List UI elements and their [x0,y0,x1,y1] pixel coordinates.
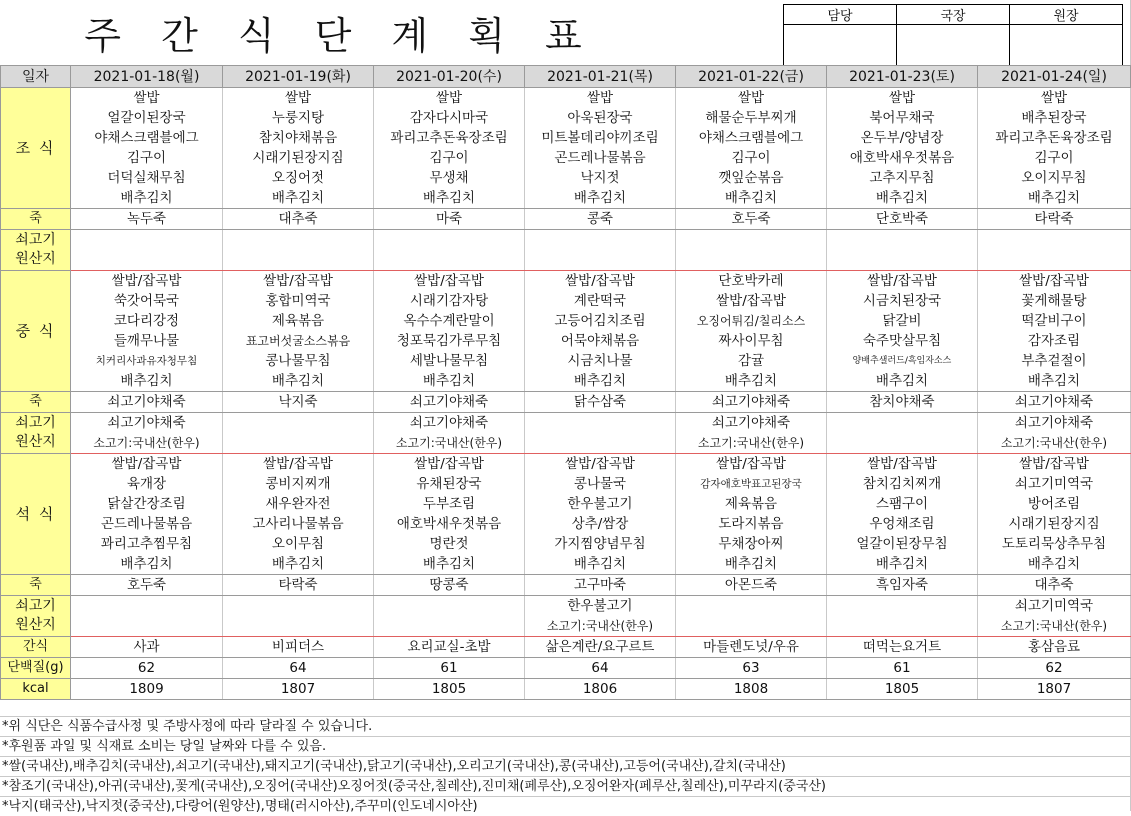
lunch-row [1,351,1131,371]
menu-item: 쌀밥 [71,88,223,109]
menu-item: 배추김치 [71,554,223,575]
lunch-row [1,271,1131,292]
protein-value: 62 [978,658,1131,679]
protein-value: 61 [827,658,978,679]
menu-item: 배추김치 [827,371,978,392]
dinner-row [1,474,1131,494]
menu-item: 상추/쌈장 [525,514,676,534]
menu-item: 쌀밥/잡곡밥 [676,291,827,311]
snack-row [1,637,1131,658]
menu-item: 배추김치 [827,188,978,209]
menu-item: 배추김치 [978,554,1131,575]
menu-item: 애호박새우젓볶음 [827,148,978,168]
protein-row [1,658,1131,679]
origin-label: 원산지 [15,617,56,633]
dinner-row [1,494,1131,514]
porridge-item: 호두죽 [676,209,827,230]
beef-dish: 쇠고기야채죽 [374,413,525,434]
menu-item: 쌀밥 [827,88,978,109]
menu-item: 콩비지찌개 [223,474,374,494]
snack-item: 홍삼음료 [978,637,1131,658]
dinner-row [1,554,1131,575]
note-line: *쌀(국내산),배추김치(국내산),쇠고기(국내산),돼지고기(국내산),닭고기(국내산),오리고기(국내산),콩(국내산),고등어(국내산),갈치(국내산) [0,756,1131,776]
menu-item: 더덕실채무침 [71,168,223,188]
note-line: *참조기(국내산),아귀(국내산),꽃게(국내산),오징어(국내산)오징어젓(중국산,칠레산),진미채(페루산),오징어완자(페루산,칠레산),미꾸라지(중국산) [0,776,1131,796]
menu-item: 한우불고기 [525,494,676,514]
menu-item: 쌀밥/잡곡밥 [978,271,1131,292]
menu-item: 도토리묵상추무침 [978,534,1131,554]
menu-item: 곤드레나물볶음 [525,148,676,168]
dinner-porridge-row [1,575,1131,596]
beef-dish [676,230,827,251]
porridge-item: 쇠고기야채죽 [676,392,827,413]
menu-item: 오징어젓 [223,168,374,188]
menu-item: 배추김치 [71,188,223,209]
menu-item: 미트볼데리야끼조림 [525,128,676,148]
menu-item: 도라지볶음 [676,514,827,534]
dinner-origin-row [1,616,1131,637]
menu-item: 김구이 [71,148,223,168]
breakfast-row [1,148,1131,168]
menu-item: 쌀밥 [525,88,676,109]
porridge-item: 콩죽 [525,209,676,230]
approval-label-3: 원장 [1010,5,1123,25]
dinner-label: 석 식 [1,454,71,575]
menu-item: 쌀밥 [374,88,525,109]
beef-dish [978,230,1131,251]
menu-item: 유채된장국 [374,474,525,494]
protein-value: 62 [71,658,223,679]
breakfast-row [1,188,1131,209]
protein-value: 63 [676,658,827,679]
menu-item: 쌀밥/잡곡밥 [676,454,827,475]
kcal-value: 1805 [374,679,525,700]
kcal-value: 1805 [827,679,978,700]
beef-dish [71,230,223,251]
beef-dish [827,230,978,251]
menu-item: 세발나물무침 [374,351,525,371]
origin-text: 소고기:국내산(한우) [978,616,1131,637]
porridge-item: 낙지죽 [223,392,374,413]
beef-label: 쇠고기 [15,598,56,614]
menu-item: 감자다시마국 [374,108,525,128]
menu-item: 오이무침 [223,534,374,554]
origin-text [978,250,1131,271]
origin-text [374,250,525,271]
breakfast-row [1,108,1131,128]
origin-text [71,250,223,271]
origin-text [71,616,223,637]
porridge-label: 죽 [1,392,71,413]
menu-item: 홍합미역국 [223,291,374,311]
kcal-value: 1809 [71,679,223,700]
porridge-item: 타락죽 [978,209,1131,230]
menu-item: 고추지무침 [827,168,978,188]
porridge-item: 쇠고기야채죽 [374,392,525,413]
menu-item: 부추겉절이 [978,351,1131,371]
menu-item: 깻잎순볶음 [676,168,827,188]
menu-item: 시금치된장국 [827,291,978,311]
beef-dish [676,596,827,617]
menu-item: 시래기된장지짐 [978,514,1131,534]
menu-item: 배추김치 [676,371,827,392]
menu-item: 오징어튀김/칠리소스 [676,311,827,331]
approval-label-1: 담당 [784,5,897,25]
menu-item: 배추김치 [525,188,676,209]
snack-item: 삶은계란/요구르트 [525,637,676,658]
menu-item: 배추김치 [676,188,827,209]
dinner-row [1,514,1131,534]
menu-item: 스팸구이 [827,494,978,514]
lunch-row [1,371,1131,392]
beef-label: 쇠고기 [15,232,56,248]
menu-item: 꽃게해물탕 [978,291,1131,311]
menu-item: 배추김치 [223,188,374,209]
menu-item: 새우완자전 [223,494,374,514]
menu-item: 김구이 [978,148,1131,168]
menu-item: 쌀밥/잡곡밥 [525,271,676,292]
menu-item: 들깨무나물 [71,331,223,351]
beef-dish: 쇠고기야채죽 [978,413,1131,434]
snack-item: 사과 [71,637,223,658]
menu-item: 낙지젓 [525,168,676,188]
menu-item: 꽈리고추돈육장조림 [978,128,1131,148]
menu-item: 배추김치 [525,371,676,392]
kcal-value: 1807 [978,679,1131,700]
porridge-item: 참치야채죽 [827,392,978,413]
menu-item: 시래기된장지짐 [223,148,374,168]
date-header-cell: 2021-01-22(금) [676,66,827,88]
beef-dish [223,413,374,434]
menu-item: 쌀밥/잡곡밥 [223,454,374,475]
menu-item: 방어조림 [978,494,1131,514]
menu-item: 배추김치 [223,554,374,575]
menu-item: 얼갈이된장무침 [827,534,978,554]
origin-text [223,433,374,454]
beef-dish [71,596,223,617]
beef-dish: 쇠고기야채죽 [676,413,827,434]
origin-text [827,616,978,637]
snack-item: 비피더스 [223,637,374,658]
menu-item: 쌀밥/잡곡밥 [223,271,374,292]
origin-text: 소고기:국내산(한우) [374,433,525,454]
menu-item: 떡갈비구이 [978,311,1131,331]
menu-item: 아욱된장국 [525,108,676,128]
origin-text [676,616,827,637]
dinner-beef-row [1,596,1131,617]
beef-dish: 한우불고기 [525,596,676,617]
note-line: *후원품 과일 및 식재료 소비는 당일 날짜와 다를 수 있음. [0,736,1131,756]
menu-item: 배추김치 [223,371,374,392]
menu-item: 누룽지탕 [223,108,374,128]
porridge-item: 마죽 [374,209,525,230]
porridge-label: 죽 [1,209,71,230]
date-header-cell: 2021-01-24(일) [978,66,1131,88]
porridge-item: 흑임자죽 [827,575,978,596]
menu-item: 쌀밥/잡곡밥 [374,454,525,475]
note-line: *위 식단은 식품수급사정 및 주방사정에 따라 달라질 수 있습니다. [0,716,1131,736]
beef-dish [525,413,676,434]
menu-item: 고사리나물볶음 [223,514,374,534]
breakfast-row [1,128,1131,148]
menu-item: 닭갈비 [827,311,978,331]
origin-text [525,250,676,271]
menu-item: 온두부/양념장 [827,128,978,148]
date-label: 일자 [1,66,71,88]
menu-item: 시금치나물 [525,351,676,371]
approval-label-2: 국장 [897,5,1010,25]
menu-item: 쌀밥/잡곡밥 [374,271,525,292]
menu-item: 배추김치 [374,554,525,575]
beef-dish [525,230,676,251]
kcal-row [1,679,1131,700]
menu-item: 계란떡국 [525,291,676,311]
origin-text [374,616,525,637]
porridge-item: 녹두죽 [71,209,223,230]
lunch-row [1,311,1131,331]
menu-item: 무생채 [374,168,525,188]
menu-item: 배추김치 [71,371,223,392]
porridge-item: 타락죽 [223,575,374,596]
breakfast-row [1,168,1131,188]
menu-item: 쑥갓어묵국 [71,291,223,311]
snack-item: 마들렌도넛/우유 [676,637,827,658]
lunch-beef-row [1,413,1131,434]
menu-item: 코다리강정 [71,311,223,331]
menu-item: 어묵야채볶음 [525,331,676,351]
date-header-cell: 2021-01-23(토) [827,66,978,88]
protein-value: 64 [223,658,374,679]
menu-item: 명란젓 [374,534,525,554]
beef-dish [827,596,978,617]
menu-item: 쌀밥 [978,88,1131,109]
menu-item: 김구이 [374,148,525,168]
origin-text: 소고기:국내산(한우) [676,433,827,454]
approval-sign-1[interactable] [784,25,897,66]
menu-item: 곤드레나물볶음 [71,514,223,534]
menu-item: 콩나물국 [525,474,676,494]
snack-item: 요리교실-초밥 [374,637,525,658]
kcal-value: 1808 [676,679,827,700]
menu-item: 우엉채조림 [827,514,978,534]
menu-item: 얼갈이된장국 [71,108,223,128]
menu-item: 제육볶음 [223,311,374,331]
lunch-row [1,291,1131,311]
menu-item: 콩나물무침 [223,351,374,371]
beef-dish: 쇠고기야채죽 [71,413,223,434]
lunch-porridge-row [1,392,1131,413]
beef-dish [223,596,374,617]
menu-item: 쌀밥/잡곡밥 [978,454,1131,475]
beef-dish [374,596,525,617]
menu-item: 표고버섯굴소스볶음 [223,331,374,351]
menu-item: 쇠고기미역국 [978,474,1131,494]
menu-item: 배추김치 [676,554,827,575]
origin-text [525,433,676,454]
menu-item: 옥수수계란말이 [374,311,525,331]
date-header-cell: 2021-01-20(수) [374,66,525,88]
menu-item: 배추김치 [827,554,978,575]
protein-value: 64 [525,658,676,679]
menu-item: 야채스크램블에그 [676,128,827,148]
porridge-item: 쇠고기야채죽 [978,392,1131,413]
origin-label: 원산지 [15,434,56,450]
note-line: *낙지(태국산),낙지젓(중국산),다랑어(원양산),명태(러시아산),주꾸미(인도네시아산) [0,796,1131,816]
menu-item: 청포묵김가루무침 [374,331,525,351]
kcal-value: 1806 [525,679,676,700]
menu-item: 배추김치 [525,554,676,575]
menu-item: 제육볶음 [676,494,827,514]
beef-origin-label [1,413,71,454]
menu-item: 꽈리고추찜무침 [71,534,223,554]
date-header-row [1,66,1131,88]
origin-text [223,616,374,637]
beef-origin-label [1,230,71,271]
menu-item: 무채장아찌 [676,534,827,554]
menu-item: 쌀밥 [676,88,827,109]
snack-item: 떠먹는요거트 [827,637,978,658]
porridge-label: 죽 [1,575,71,596]
breakfast-porridge-row [1,209,1131,230]
kcal-value: 1807 [223,679,374,700]
dinner-row [1,534,1131,554]
date-header-cell: 2021-01-18(월) [71,66,223,88]
origin-text: 소고기:국내산(한우) [978,433,1131,454]
breakfast-row [1,88,1131,109]
origin-label: 원산지 [15,251,56,267]
menu-item: 배추김치 [374,371,525,392]
porridge-item: 아몬드죽 [676,575,827,596]
porridge-item: 쇠고기야채죽 [71,392,223,413]
lunch-label: 중 식 [1,271,71,392]
approval-sign-2[interactable] [897,25,1010,66]
date-header-cell: 2021-01-21(목) [525,66,676,88]
porridge-item: 대추죽 [223,209,374,230]
menu-item: 치커리사과유자청무침 [71,351,223,371]
menu-item: 쌀밥/잡곡밥 [71,271,223,292]
menu-item: 감자애호박표고된장국 [676,474,827,494]
menu-item: 애호박새우젓볶음 [374,514,525,534]
origin-text [827,250,978,271]
approval-sign-3[interactable] [1010,25,1123,66]
beef-dish [827,413,978,434]
protein-value: 61 [374,658,525,679]
breakfast-beef-row [1,230,1131,251]
menu-item: 단호박카레 [676,271,827,292]
menu-item: 참치야채볶음 [223,128,374,148]
porridge-item: 호두죽 [71,575,223,596]
menu-item: 쌀밥/잡곡밥 [71,454,223,475]
lunch-origin-row [1,433,1131,454]
porridge-item: 단호박죽 [827,209,978,230]
approval-box [783,4,1123,66]
porridge-item: 고구마죽 [525,575,676,596]
menu-item: 양배추샐러드/흑임자소스 [827,351,978,371]
menu-item: 북어무채국 [827,108,978,128]
breakfast-label: 조 식 [1,88,71,209]
menu-item: 오이지무침 [978,168,1131,188]
notes [0,716,1131,816]
beef-dish [223,230,374,251]
menu-item: 짜사이무침 [676,331,827,351]
menu-item: 고등어김치조림 [525,311,676,331]
menu-item: 시래기감자탕 [374,291,525,311]
menu-item: 배추김치 [978,371,1131,392]
menu-item: 육개장 [71,474,223,494]
beef-dish: 쇠고기미역국 [978,596,1131,617]
breakfast-origin-row [1,250,1131,271]
menu-item: 쌀밥/잡곡밥 [525,454,676,475]
menu-item: 배추된장국 [978,108,1131,128]
menu-item: 배추김치 [374,188,525,209]
dinner-row [1,454,1131,475]
protein-label: 단백질(g) [1,658,71,679]
menu-item: 두부조림 [374,494,525,514]
menu-item: 참치김치찌개 [827,474,978,494]
menu-item: 쌀밥 [223,88,374,109]
origin-text: 소고기:국내산(한우) [525,616,676,637]
origin-text [827,433,978,454]
menu-item: 가지찜양념무침 [525,534,676,554]
porridge-item: 닭수삼죽 [525,392,676,413]
origin-text [223,250,374,271]
beef-label: 쇠고기 [15,415,56,431]
menu-item: 닭살간장조림 [71,494,223,514]
menu-item: 쌀밥/잡곡밥 [827,454,978,475]
page-title: 주 간 식 단 계 획 표 [84,13,596,58]
beef-origin-label [1,596,71,637]
menu-item: 야채스크램블에그 [71,128,223,148]
menu-item: 김구이 [676,148,827,168]
beef-dish [374,230,525,251]
kcal-label: kcal [1,679,71,700]
menu-item: 감귤 [676,351,827,371]
snack-label: 간식 [1,637,71,658]
date-header-cell: 2021-01-19(화) [223,66,374,88]
menu-item: 숙주맛살무침 [827,331,978,351]
menu-item: 꽈리고추돈육장조림 [374,128,525,148]
weekly-menu-table [0,65,1131,700]
origin-text [676,250,827,271]
porridge-item: 대추죽 [978,575,1131,596]
lunch-row [1,331,1131,351]
menu-item: 배추김치 [978,188,1131,209]
menu-item: 쌀밥/잡곡밥 [827,271,978,292]
porridge-item: 땅콩죽 [374,575,525,596]
menu-item: 감자조림 [978,331,1131,351]
origin-text: 소고기:국내산(한우) [71,433,223,454]
menu-item: 해물순두부찌개 [676,108,827,128]
